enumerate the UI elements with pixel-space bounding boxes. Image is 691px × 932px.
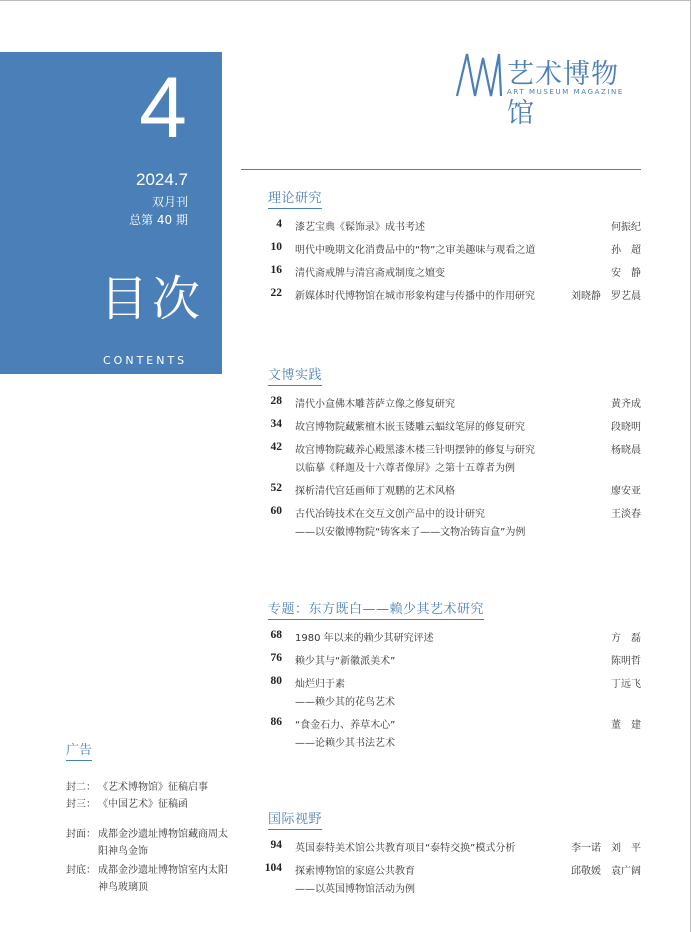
ad-label: 封三： bbox=[66, 799, 96, 810]
article-title: 1980 年以来的赖少其研究评述 bbox=[295, 633, 434, 644]
toc-entry[interactable] bbox=[268, 675, 641, 707]
am-monogram-icon bbox=[455, 50, 503, 98]
article-title: 探索博物馆的家庭公共教育 bbox=[295, 866, 415, 877]
article-author: 何振纪 bbox=[611, 222, 641, 233]
toc-entry[interactable] bbox=[268, 218, 641, 232]
toc-entry[interactable] bbox=[268, 287, 641, 301]
ad-text: 《中国艺术》征稿函 bbox=[98, 799, 188, 810]
issue-frequency: 双月刊 bbox=[151, 195, 188, 209]
article-author: 李一诺 刘 平 bbox=[571, 843, 641, 854]
article-author: 杨晓晨 bbox=[611, 445, 641, 456]
article-author: 廖安亚 bbox=[611, 486, 641, 497]
section-theory bbox=[268, 187, 641, 301]
page-number: 22 bbox=[270, 287, 282, 299]
toc-entry[interactable] bbox=[268, 629, 641, 643]
page-number: 28 bbox=[270, 395, 282, 407]
toc-subtitle: CONTENTS bbox=[103, 354, 188, 367]
issue-date: 2024.7 bbox=[136, 170, 188, 189]
toc-entry[interactable] bbox=[264, 862, 641, 895]
article-author: 安 静 bbox=[611, 268, 641, 279]
article-author: 黄齐成 bbox=[611, 399, 641, 410]
article-author: 王淡春 bbox=[611, 509, 641, 520]
page-number: 80 bbox=[270, 675, 282, 687]
article-title: “食金石力、养草木心” bbox=[295, 720, 396, 731]
article-title: 故宫博物院藏养心殿黑漆木楼三针明摆钟的修复与研究 bbox=[295, 445, 535, 456]
page-number: 4 bbox=[276, 218, 282, 230]
article-title: 明代中晚期文化消费品中的“物”之审美趣味与观看之道 bbox=[295, 245, 536, 256]
page-number: 94 bbox=[270, 839, 282, 851]
ad-label: 封底： bbox=[66, 865, 96, 876]
article-title: 灿烂归于素 bbox=[295, 679, 345, 690]
ads-title: 广告 bbox=[66, 739, 92, 761]
section-title: 理论研究 bbox=[268, 187, 322, 209]
issue-volume: 总第 40 期 bbox=[129, 213, 188, 227]
article-title: 漆艺宝典《髹饰录》成书考述 bbox=[295, 222, 425, 233]
issue-number: 4 bbox=[139, 60, 187, 156]
toc-entry[interactable] bbox=[268, 652, 641, 666]
logo-name-cn: 艺术博物馆 bbox=[507, 59, 619, 129]
article-author: 丁远飞 bbox=[611, 679, 641, 690]
page-top-edge bbox=[0, 0, 691, 1]
ad-line bbox=[66, 862, 236, 896]
article-author: 刘晓静 罗艺晨 bbox=[571, 291, 641, 302]
article-subtitle: ——以安徽博物院“铸客来了——文物冶铸盲盒”为例 bbox=[295, 527, 526, 538]
article-subtitle: ——以英国博物馆活动为例 bbox=[295, 884, 415, 895]
article-title: 探析清代宫廷画师丁观鹏的艺术风格 bbox=[295, 486, 455, 497]
logo-name-en: ART MUSEUM MAGAZINE bbox=[507, 88, 624, 96]
page-number: 52 bbox=[270, 482, 282, 494]
toc-entry[interactable] bbox=[268, 482, 641, 496]
article-author: 段晓明 bbox=[611, 422, 641, 433]
page-number: 16 bbox=[270, 264, 282, 276]
page-number: 60 bbox=[270, 505, 282, 517]
ad-text: 成都金沙遗址博物馆室内太阳神鸟玻璃顶 bbox=[98, 865, 228, 893]
section-practice bbox=[268, 364, 641, 537]
ad-line bbox=[66, 796, 236, 813]
article-author: 孙 超 bbox=[611, 245, 641, 256]
header-rule bbox=[241, 169, 641, 170]
article-title: 赖少其与“新徽派美术” bbox=[295, 656, 396, 667]
page-number: 68 bbox=[270, 629, 282, 641]
article-subtitle: ——论赖少其书法艺术 bbox=[295, 738, 395, 749]
section-title: 文博实践 bbox=[268, 364, 322, 386]
article-title: 新媒体时代博物馆在城市形象构建与传播中的作用研究 bbox=[295, 291, 535, 302]
article-author: 邱敬媛 袁广阔 bbox=[571, 866, 641, 877]
article-title: 英国泰特美术馆公共教育项目“泰特交换”模式分析 bbox=[295, 843, 516, 854]
ads-block bbox=[66, 739, 236, 896]
page-number: 76 bbox=[270, 652, 282, 664]
toc-entry[interactable] bbox=[268, 264, 641, 278]
toc-entry[interactable] bbox=[268, 505, 641, 537]
ad-label: 封面： bbox=[66, 829, 96, 840]
article-title: 故宫博物院藏紫檀木嵌玉镂雕云蝠纹笔屏的修复研究 bbox=[295, 422, 525, 433]
section-international bbox=[264, 808, 641, 895]
article-title: 清代小盒佛木雕菩萨立像之修复研究 bbox=[295, 399, 455, 410]
article-author: 方 磊 bbox=[611, 633, 641, 644]
magazine-logo bbox=[455, 50, 645, 129]
ad-text: 《艺术博物馆》征稿启事 bbox=[98, 782, 208, 793]
article-subtitle: ——赖少其的花鸟艺术 bbox=[295, 697, 395, 708]
section-title: 专题：东方既白——赖少其艺术研究 bbox=[268, 598, 484, 620]
article-title: 古代冶铸技术在交互文创产品中的设计研究 bbox=[295, 509, 485, 520]
toc-entry[interactable] bbox=[268, 716, 641, 748]
article-author: 董 建 bbox=[611, 720, 641, 731]
toc-entry[interactable] bbox=[268, 839, 641, 853]
ad-line bbox=[66, 779, 236, 796]
toc-entry[interactable] bbox=[268, 241, 641, 255]
ad-text: 成都金沙遗址博物馆藏商周太阳神鸟金饰 bbox=[98, 829, 228, 857]
section-special-topic bbox=[268, 598, 641, 748]
toc-title: 目次 bbox=[100, 271, 205, 327]
section-title: 国际视野 bbox=[268, 808, 322, 830]
toc-entry[interactable] bbox=[268, 418, 641, 432]
page-number: 104 bbox=[264, 862, 282, 874]
page-number: 86 bbox=[270, 716, 282, 728]
page-number: 34 bbox=[270, 418, 282, 430]
masthead-block bbox=[0, 52, 222, 374]
article-subtitle: 以临摹《释迦及十六尊者像屏》之第十五尊者为例 bbox=[295, 463, 515, 474]
toc-entry[interactable] bbox=[268, 395, 641, 409]
article-author: 陈明哲 bbox=[611, 656, 641, 667]
page-number: 42 bbox=[270, 441, 282, 453]
page-number: 10 bbox=[270, 241, 282, 253]
ad-line bbox=[66, 826, 236, 860]
toc-entry[interactable] bbox=[268, 441, 641, 473]
ad-label: 封二： bbox=[66, 782, 96, 793]
article-title: 清代斋戒牌与清宫斋戒制度之嬗变 bbox=[295, 268, 445, 279]
